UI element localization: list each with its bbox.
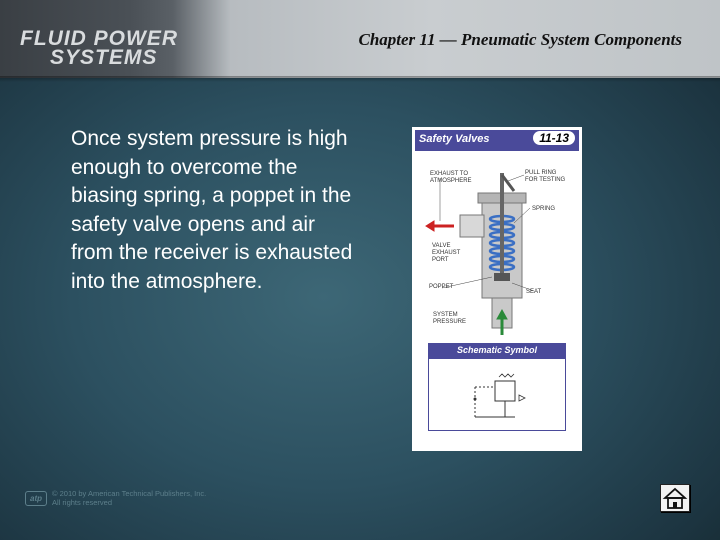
schematic-box	[428, 358, 566, 431]
logo-line-1: FLUID POWER	[20, 27, 178, 50]
figure-title: Safety Valves	[419, 133, 490, 145]
figure-number: 11-13	[533, 131, 575, 145]
schematic-header	[428, 343, 566, 358]
poppet	[494, 273, 510, 281]
label-pull-ring: PULL RING FOR TESTING	[525, 170, 566, 183]
home-button[interactable]	[660, 484, 690, 512]
logo-line-2: SYSTEMS	[50, 46, 158, 69]
label-valve-exhaust-port: VALVE EXHAUST PORT	[432, 243, 461, 263]
atp-logo: atp	[25, 491, 47, 506]
chapter-title: Chapter 11 — Pneumatic System Components	[358, 30, 682, 49]
schematic-symbol	[429, 359, 565, 430]
body-text: Once system pressure is high enough to overcome the biasing spring, a poppet in the safety valve opens and air from the receiver is exhausted into the atmosphere.	[71, 127, 353, 293]
label-poppet: POPPET	[429, 284, 454, 290]
label-system-pressure: SYSTEM PRESSURE	[433, 312, 467, 325]
exhaust-arrow	[426, 221, 454, 231]
label-seat: SEAT	[526, 289, 542, 295]
label-spring: SPRING	[532, 206, 556, 212]
copyright-line-2: All rights reserved	[52, 498, 113, 507]
home-icon	[661, 485, 689, 511]
safety-valve-figure	[412, 127, 582, 451]
label-exhaust-to-atmosphere: EXHAUST TO ATMOSPHERE	[430, 171, 472, 184]
figure-header	[415, 130, 579, 151]
valve-stem	[500, 173, 504, 277]
copyright-text	[52, 489, 206, 507]
copyright-line-1: © 2010 by American Technical Publishers, Inc.	[52, 489, 207, 498]
schematic-title: Schematic Symbol	[456, 345, 538, 355]
exhaust-port	[460, 215, 484, 237]
header-shadow	[0, 76, 720, 82]
